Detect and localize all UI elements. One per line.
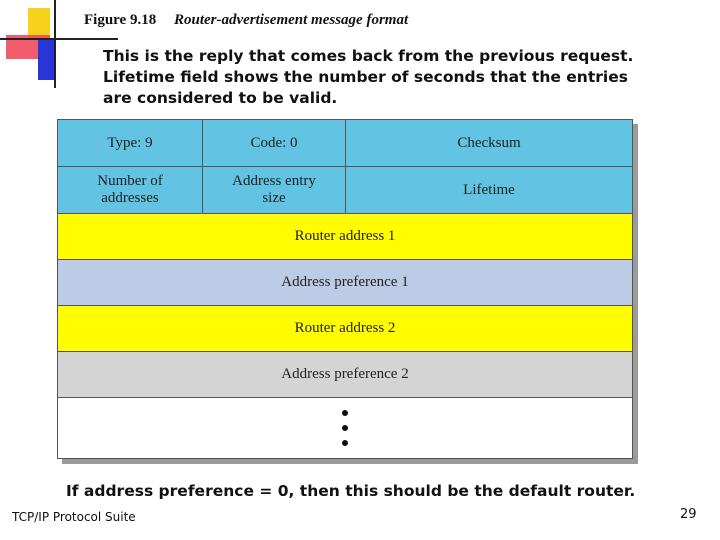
header-row-2 — [58, 167, 632, 214]
decor-horizontal-line — [0, 38, 118, 40]
description-line-2: Lifetime field shows the number of seconds that the entries — [103, 68, 628, 86]
decor-vertical-line — [54, 0, 56, 88]
address-preference-1-field: Address preference 1 — [58, 260, 632, 305]
address-preference-2-row — [58, 352, 632, 398]
figure-title: Router-advertisement message format — [173, 12, 409, 28]
page-number: 29 — [680, 507, 697, 522]
description-line-1: This is the reply that comes back from the previous request. — [103, 47, 634, 65]
address-preference-1-row — [58, 260, 632, 306]
packet-format-diagram — [57, 119, 633, 459]
default-router-note: If address preference = 0, then this should be the default router. — [66, 482, 636, 500]
ellipsis-dot — [342, 425, 348, 431]
number-of-addresses-field: Number of addresses — [58, 167, 202, 213]
lifetime-field: Lifetime — [345, 167, 632, 213]
router-address-1-field: Router address 1 — [58, 214, 632, 259]
decor-yellow-square — [28, 8, 50, 38]
router-address-2-row — [58, 306, 632, 352]
ellipsis-dot — [342, 410, 348, 416]
decor-blue-square — [38, 40, 54, 80]
ellipsis-dot — [342, 440, 348, 446]
figure-number: Figure 9.18 — [84, 12, 157, 28]
type-field: Type: 9 — [58, 120, 202, 166]
figure-caption — [84, 12, 408, 29]
checksum-field: Checksum — [345, 120, 632, 166]
footer-suite-label: TCP/IP Protocol Suite — [12, 510, 136, 524]
description-line-3: are considered to be valid. — [103, 89, 338, 107]
router-address-1-row — [58, 214, 632, 260]
description-text — [103, 46, 683, 109]
code-field: Code: 0 — [202, 120, 345, 166]
address-entry-size-field: Address entry size — [202, 167, 345, 213]
continuation-row — [58, 398, 632, 458]
address-preference-2-field: Address preference 2 — [58, 352, 632, 397]
router-address-2-field: Router address 2 — [58, 306, 632, 351]
header-row-1 — [58, 120, 632, 167]
